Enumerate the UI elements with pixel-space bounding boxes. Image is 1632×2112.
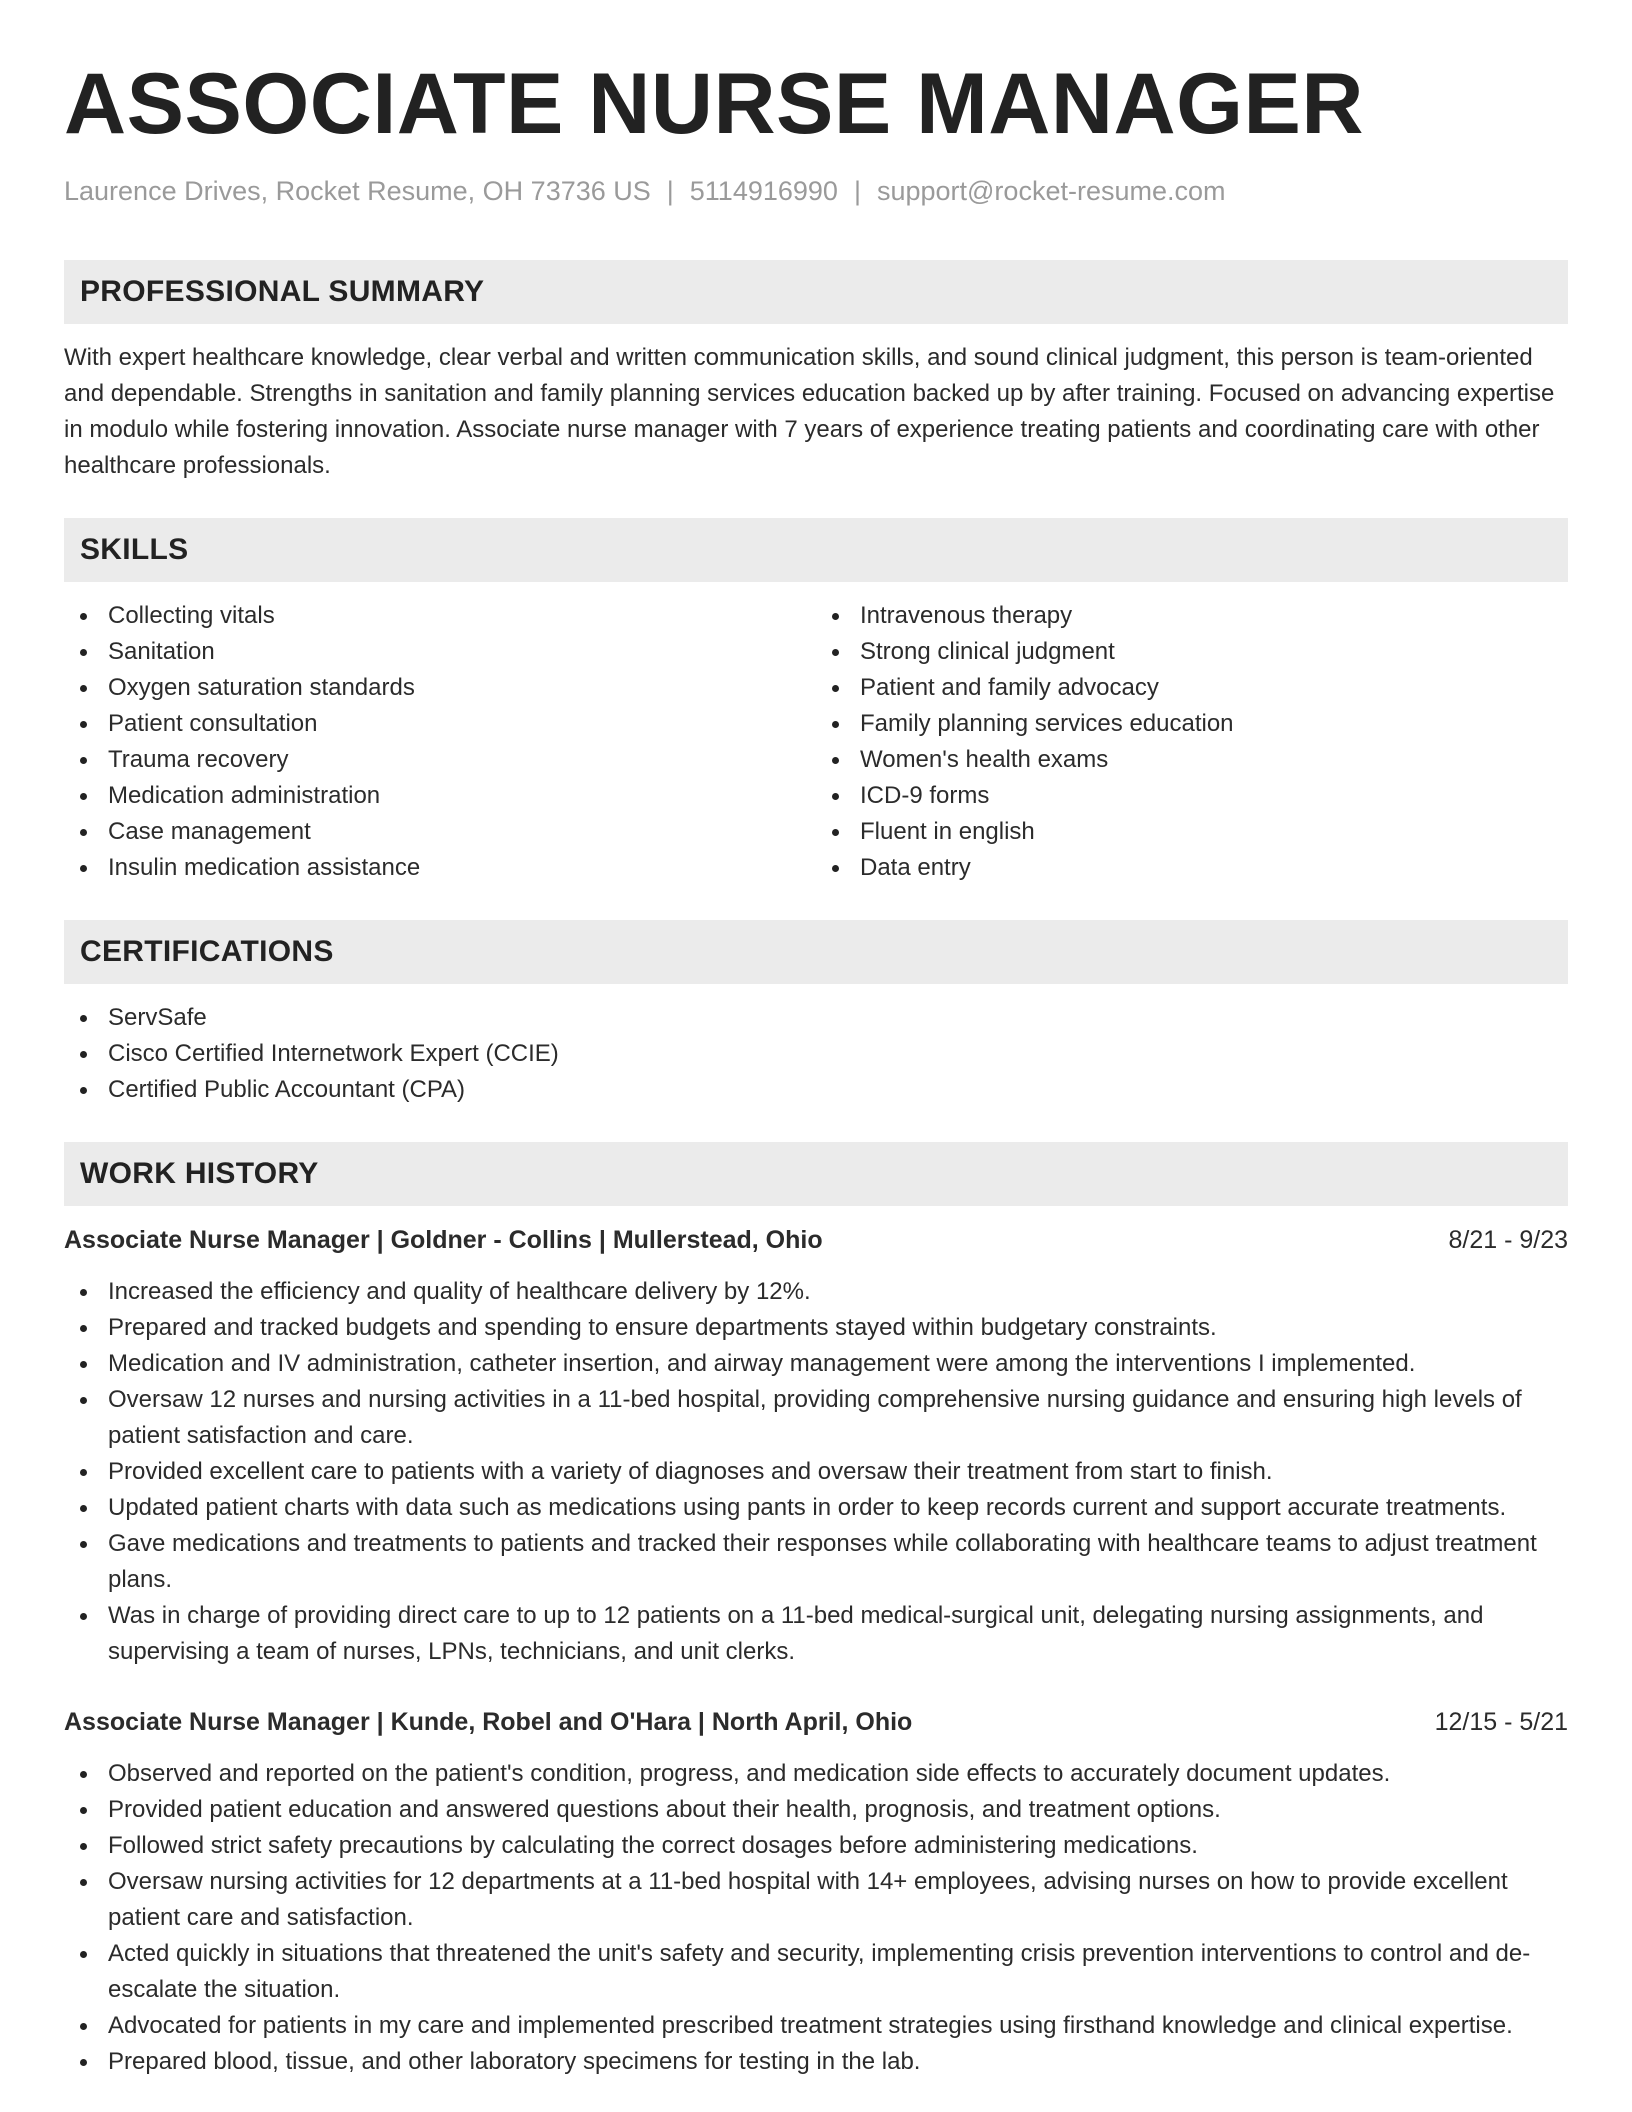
skills-grid <box>64 598 1568 886</box>
contact-separator: | <box>853 176 861 206</box>
resume-name: ASSOCIATE NURSE MANAGER <box>64 56 1364 152</box>
skill-item: Data entry <box>816 850 1568 886</box>
job-bullet: Was in charge of providing direct care to up to 12 patients on a 11-bed medical-surgical unit, delegating nursing assignments, and supervising a team of nurses, LPNs, technicians, and unit clerks. <box>64 1598 1568 1670</box>
job-bullet: Advocated for patients in my care and implemented prescribed treatment strategies using firsthand knowledge and clinical expertise. <box>64 2008 1568 2044</box>
job-bullet: Prepared blood, tissue, and other laboratory specimens for testing in the lab. <box>64 2044 1568 2080</box>
contact-address: Laurence Drives, Rocket Resume, OH 73736 US <box>64 176 651 206</box>
skill-item: Case management <box>64 814 816 850</box>
job-dates: 8/21 - 9/23 <box>1448 1226 1568 1254</box>
skills-section <box>64 518 1568 886</box>
job-bullet: Increased the efficiency and quality of healthcare delivery by 12%. <box>64 1274 1568 1310</box>
skill-item: Patient and family advocacy <box>816 670 1568 706</box>
skills-list-right <box>816 598 1568 886</box>
contact-separator: | <box>666 176 674 206</box>
job-title: Associate Nurse Manager | Kunde, Robel and O'Hara | North April, Ohio <box>64 1708 913 1736</box>
skill-item: Patient consultation <box>64 706 816 742</box>
certifications-section <box>64 920 1568 1108</box>
contact-line <box>64 174 1568 208</box>
job-bullets <box>64 1274 1568 1670</box>
skill-item: Insulin medication assistance <box>64 850 816 886</box>
skill-item: ICD-9 forms <box>816 778 1568 814</box>
job-bullet: Gave medications and treatments to patients and tracked their responses while collaborating with healthcare teams to adjust treatment plans. <box>64 1526 1568 1598</box>
skills-heading: SKILLS <box>64 518 1568 582</box>
job-bullet: Prepared and tracked budgets and spending to ensure departments stayed within budgetary constraints. <box>64 1310 1568 1346</box>
job-bullet: Oversaw 12 nurses and nursing activities in a 11-bed hospital, providing comprehensive nursing guidance and ensuring high levels of patient satisfaction and care. <box>64 1382 1568 1454</box>
job-bullet: Observed and reported on the patient's condition, progress, and medication side effects to accurately document updates. <box>64 1756 1568 1792</box>
job-bullet: Acted quickly in situations that threatened the unit's safety and security, implementing crisis prevention interventions to control and de-escalate the situation. <box>64 1936 1568 2008</box>
certification-item: Certified Public Accountant (CPA) <box>64 1072 1568 1108</box>
job-title: Associate Nurse Manager | Goldner - Collins | Mullerstead, Ohio <box>64 1226 823 1254</box>
skill-item: Strong clinical judgment <box>816 634 1568 670</box>
skill-item: Collecting vitals <box>64 598 816 634</box>
certifications-list <box>64 1000 1568 1108</box>
certifications-heading: CERTIFICATIONS <box>64 920 1568 984</box>
work-history-heading: WORK HISTORY <box>64 1142 1568 1206</box>
job-bullet: Provided patient education and answered questions about their health, prognosis, and treatment options. <box>64 1792 1568 1828</box>
skill-item: Oxygen saturation standards <box>64 670 816 706</box>
skill-item: Medication administration <box>64 778 816 814</box>
skill-item: Women's health exams <box>816 742 1568 778</box>
summary-section <box>64 260 1568 484</box>
summary-text: With expert healthcare knowledge, clear verbal and written communication skills, and sound clinical judgment, this person is team-oriented and dependable. Strengths in sanitation and family planning services education backed up by after training. Focused on advancing expertise in modulo while fostering innovation. Associate nurse manager with 7 years of experience treating patients and coordinating care with other healthcare professionals. <box>64 344 1555 479</box>
job-header <box>64 1704 1568 1740</box>
job-entry <box>64 1704 1568 2080</box>
skill-item: Family planning services education <box>816 706 1568 742</box>
certification-item: ServSafe <box>64 1000 1568 1036</box>
job-bullet: Medication and IV administration, catheter insertion, and airway management were among the interventions I implemented. <box>64 1346 1568 1382</box>
contact-email: support@rocket-resume.com <box>876 176 1226 206</box>
job-bullet: Followed strict safety precautions by calculating the correct dosages before administering medications. <box>64 1828 1568 1864</box>
job-bullet: Provided excellent care to patients with a variety of diagnoses and oversaw their treatment from start to finish. <box>64 1454 1568 1490</box>
job-header <box>64 1222 1568 1258</box>
job-dates: 12/15 - 5/21 <box>1434 1708 1568 1736</box>
job-bullet: Oversaw nursing activities for 12 departments at a 11-bed hospital with 14+ employees, advising nurses on how to provide excellent patient care and satisfaction. <box>64 1864 1568 1936</box>
skill-item: Fluent in english <box>816 814 1568 850</box>
contact-phone: 5114916990 <box>689 176 838 206</box>
job-entry <box>64 1222 1568 1670</box>
work-history-section <box>64 1142 1568 2080</box>
skill-item: Intravenous therapy <box>816 598 1568 634</box>
skill-item: Trauma recovery <box>64 742 816 778</box>
skill-item: Sanitation <box>64 634 816 670</box>
job-bullet: Updated patient charts with data such as medications using pants in order to keep records current and support accurate treatments. <box>64 1490 1568 1526</box>
job-bullets <box>64 1756 1568 2080</box>
skills-list-left <box>64 598 816 886</box>
certification-item: Cisco Certified Internetwork Expert (CCIE) <box>64 1036 1568 1072</box>
summary-heading: PROFESSIONAL SUMMARY <box>64 260 1568 324</box>
